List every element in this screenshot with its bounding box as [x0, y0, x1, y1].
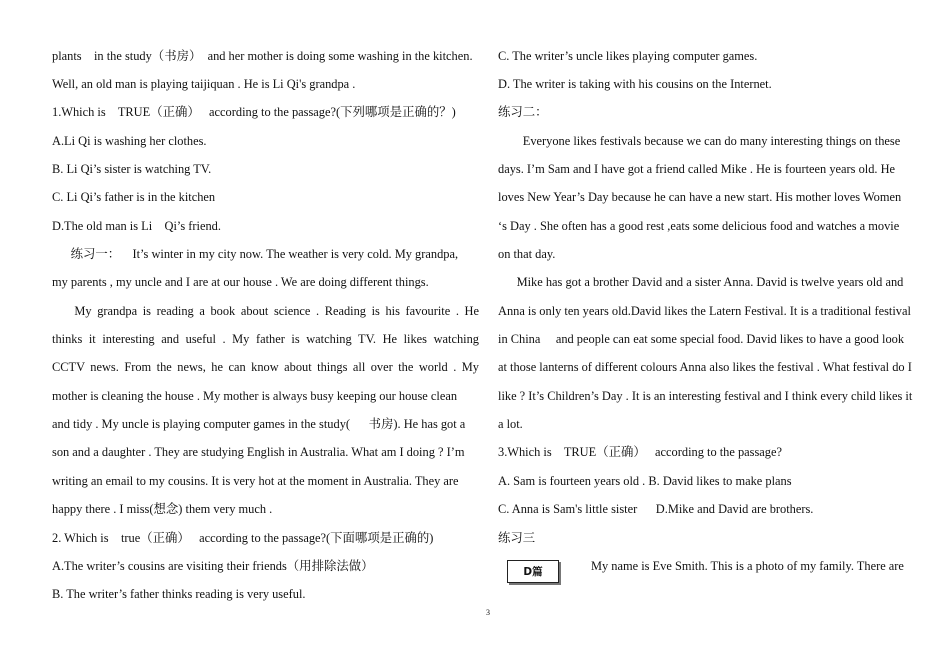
text-line: a lot. [498, 417, 523, 431]
option-c: C. Li Qi’s father is in the kitchen [52, 190, 216, 204]
exercise-3-heading: 练习三 [498, 531, 536, 545]
option-b: B. The writer’s father thinks reading is very useful. [52, 587, 306, 601]
text-line: Everyone likes festivals because we can do many interesting things on these [498, 134, 901, 148]
text-line: My grandpa is reading a book about science . Reading is his favourite . He [52, 304, 479, 318]
exercise-2-heading: 练习二： [498, 105, 548, 119]
option-a: A.Li Qi is washing her clothes. [52, 134, 207, 148]
page-number: 3 [486, 608, 490, 617]
question-2: 2. Which is true（正确） according to the passage?(下面哪项是正确的) [52, 531, 434, 545]
text-line: son and a daughter . They are studying English in Australia. What am I doing ? I’m [52, 445, 465, 459]
text-line: happy there . I miss(想念) them very much . [52, 502, 273, 516]
exercise-1-heading: 练习一： It’s winter in my city now. The weather is very cold. My grandpa, [52, 247, 459, 261]
options-c-d: C. Anna is Sam's little sister D.Mike and David are brothers. [498, 502, 814, 516]
option-d: D.The old man is Li Qi’s friend. [52, 219, 221, 233]
text-line: days. I’m Sam and I have got a friend called Mike . He is fourteen years old. He [498, 162, 896, 176]
passage-d-first-line: My name is Eve Smith. This is a photo of my family. There are [591, 559, 904, 573]
question-3: 3.Which is TRUE（正确） according to the passage? [498, 445, 783, 459]
text-line: Mike has got a brother David and a sister Anna. David is twelve years old and [498, 275, 904, 289]
text-line: mother is cleaning the house . My mother is always busy keeping our house clean [52, 389, 458, 403]
text-line: CCTV news. From the news, he can know about things all over the world . My [52, 360, 479, 374]
option-d: D. The writer is taking with his cousins on the Internet. [498, 77, 772, 91]
text-line: and tidy . My uncle is playing computer games in the study( 书房). He has got a [52, 417, 466, 431]
question-1: 1.Which is TRUE（正确） according to the passage?(下列哪项是正确的？) [52, 105, 456, 119]
text-line: writing an email to my cousins. It is very hot at the moment in Australia. They are [52, 474, 459, 488]
text-line: on that day. [498, 247, 556, 261]
text-line: thinks it interesting and useful . My father is watching TV. He likes watching [52, 332, 479, 346]
section-badge: D篇 [507, 560, 559, 583]
option-c: C. The writer’s uncle likes playing computer games. [498, 49, 758, 63]
text-line: like ? It’s Children’s Day . It is an interesting festival and I think every child likes it [498, 389, 913, 403]
text-line: loves New Year’s Day because he can have a new start. His mother loves Women [498, 190, 902, 204]
option-a: A.The writer’s cousins are visiting their friends（用排除法做） [52, 559, 374, 573]
text-line: plants in the study（书房） and her mother is doing some washing in the kitchen. [52, 49, 473, 63]
option-b: B. Li Qi’s sister is watching TV. [52, 162, 212, 176]
text-line: ‘s Day . She often has a good rest ,eats some delicious food and watches a movie [498, 219, 900, 233]
text-line: Well, an old man is playing taijiquan . He is Li Qi's grandpa . [52, 77, 356, 91]
text-line: my parents , my uncle and I are at our house . We are doing different things. [52, 275, 429, 289]
text-line: at those lanterns of different colours Anna also likes the festival . What festival do I [498, 360, 912, 374]
text-line: Anna is only ten years old.David likes the Latern Festival. It is a traditional festival [498, 304, 911, 318]
text-line: in China and people can eat some special food. David likes to have a good look [498, 332, 905, 346]
options-a-b: A. Sam is fourteen years old . B. David likes to make plans [498, 474, 792, 488]
